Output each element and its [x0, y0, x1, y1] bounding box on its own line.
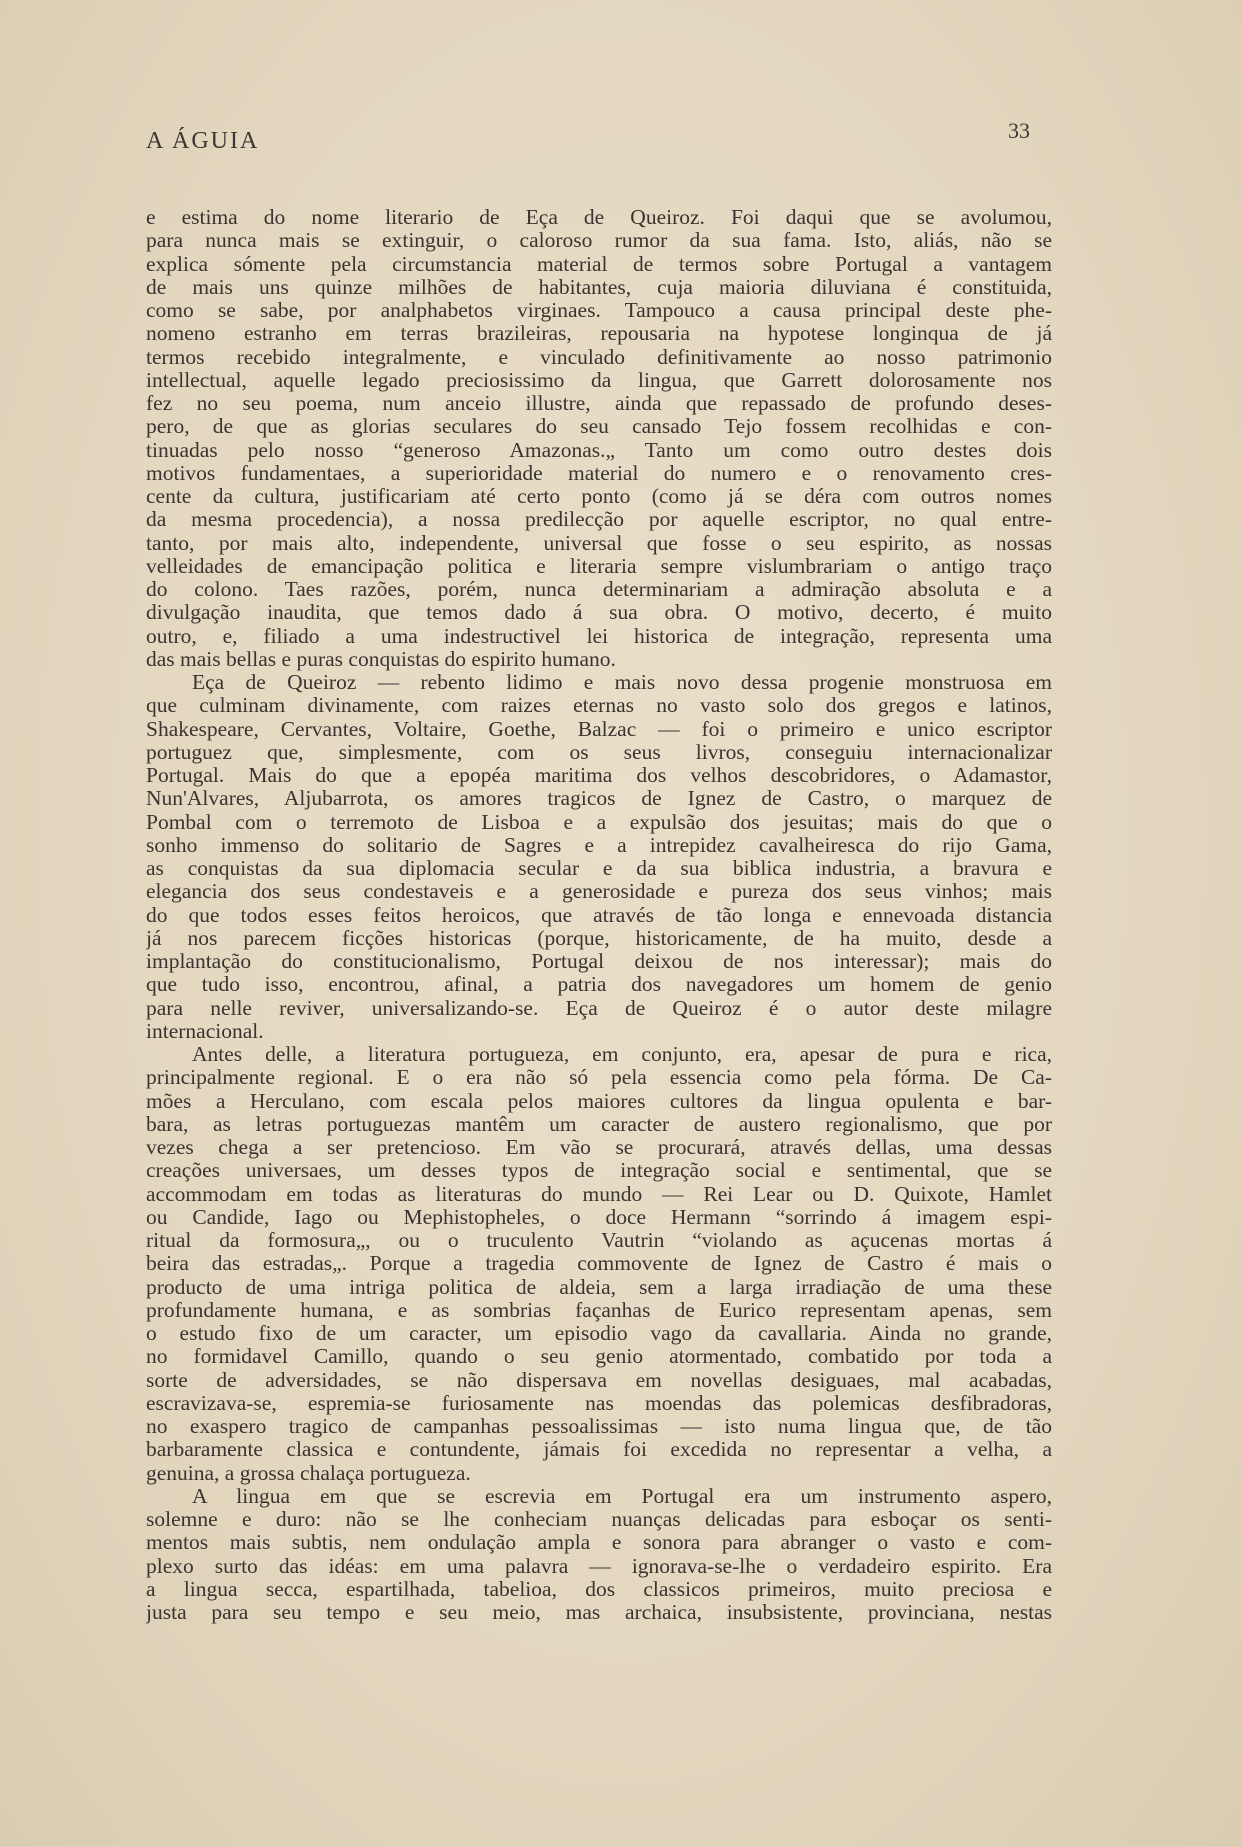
text-line: bara, as letras portuguezas mantêm um caracter de austero regionalismo, que por — [146, 1112, 1052, 1136]
text-line: mões a Herculano, com escala pelos maiores cultores da lingua opulenta e bar- — [146, 1089, 1052, 1113]
text-line: e estima do nome literario de Eça de Queiroz. Foi daqui que se avolumou, — [146, 206, 1052, 229]
text-line: profundamente humana, e as sombrias façanhas de Eurico representam apenas, sem — [146, 1298, 1052, 1322]
text-line: sorte de adversidades, se não dispersava em novellas desiguaes, mal acabadas, — [146, 1368, 1052, 1392]
text-line: justa para seu tempo e seu meio, mas archaica, insubsistente, provinciana, nestas — [146, 1601, 1052, 1624]
text-line: implantação do constitucionalismo, Portugal deixou de nos interessar); mais do — [146, 950, 1052, 973]
text-line: como se sabe, por analphabetos virginaes. Tampouco a causa principal deste phe- — [146, 299, 1052, 322]
text-line: portuguez que, simplesmente, com os seus livros, conseguiu internacionalizar — [146, 740, 1052, 764]
text-line: o estudo fixo de um caracter, um episodio vago da cavallaria. Ainda no grande, — [146, 1322, 1052, 1345]
text-line: Portugal. Mais do que a epopéa maritima dos velhos descobridores, o Adamastor, — [146, 764, 1052, 787]
text-line: no exaspero tragico de campanhas pessoalissimas — isto numa lingua que, de tão — [146, 1415, 1052, 1438]
text-line: divulgação inaudita, que temos dado á sua obra. O motivo, decerto, é muito — [146, 601, 1052, 625]
text-line: accommodam em todas as literaturas do mundo — Rei Lear ou D. Quixote, Hamlet — [146, 1182, 1052, 1206]
text-line: Pombal com o terremoto de Lisboa e a expulsão dos jesuitas; mais do que o — [146, 810, 1052, 834]
text-line: da mesma procedencia), a nossa predilecção por aquelle escriptor, no qual entre- — [146, 508, 1052, 532]
text-line: do que todos esses feitos heroicos, que através de tão longa e ennevoada distancia — [146, 903, 1052, 927]
text-line: genuina, a grossa chalaça portugueza. — [146, 1461, 471, 1485]
text-line: velleidades de emancipação politica e literaria sempre vislumbrariam o antigo traço — [146, 554, 1052, 578]
text-line: elegancia dos seus condestaveis e a generosidade e pureza dos seus vinhos; mais — [146, 880, 1052, 904]
text-line: sonho immenso do solitario de Sagres e a intrepidez cavalheiresca do rijo Gama, — [146, 833, 1052, 857]
text-line: do colono. Taes razões, porém, nunca determinariam a admiração absoluta e a — [146, 578, 1052, 601]
text-line: beira das estradas„. Porque a tragedia commovente de Ignez de Castro é mais o — [146, 1252, 1052, 1276]
text-line: solemne e duro: não se lhe conheciam nuanças delicadas para esboçar os senti- — [146, 1508, 1052, 1531]
text-line: internacional. — [146, 1019, 264, 1043]
text-line: termos recebido integralmente, e vinculado definitivamente ao nosso patrimonio — [146, 345, 1052, 369]
text-line: explica sómente pela circumstancia material de termos sobre Portugal a vantagem — [146, 252, 1052, 276]
text-line: Nun'Alvares, Aljubarrota, os amores tragicos de Ignez de Castro, o marquez de — [146, 787, 1052, 811]
text-line: principalmente regional. E o era não só pela essencia como pela fórma. De Ca- — [146, 1066, 1052, 1090]
text-line: Antes delle, a literatura portugueza, em conjunto, era, apesar de pura e rica, — [192, 1043, 1052, 1066]
text-line: cente da cultura, justificariam até certo ponto (como já se déra com outros nomes — [146, 485, 1052, 508]
text-line: Shakespeare, Cervantes, Voltaire, Goethe, Balzac — foi o primeiro e unico escriptor — [146, 717, 1052, 741]
text-line: outro, e, filiado a uma indestructivel lei historica de integração, representa uma — [146, 624, 1052, 648]
text-line: nomeno estranho em terras brazileiras, repousaria na hypotese longinqua de já — [146, 322, 1052, 346]
text-line: mentos mais subtis, nem ondulação ampla e sonora para abranger o vasto e com- — [146, 1531, 1052, 1555]
text-line: fez no seu poema, num anceio illustre, ainda que repassado de profundo deses- — [146, 392, 1052, 415]
text-line: de mais uns quinze milhões de habitantes, cuja maioria diluviana é constituida, — [146, 275, 1052, 299]
text-line: intellectual, aquelle legado preciosissimo da lingua, que Garrett dolorosamente nos — [146, 368, 1052, 392]
running-head: A ÁGUIA — [146, 128, 260, 154]
text-line: ou Candide, Iago ou Mephistopheles, o doce Hermann “sorrindo á imagem espi- — [146, 1205, 1052, 1229]
text-line: motivos fundamentaes, a superioridade material do numero e o renovamento cres- — [146, 461, 1052, 485]
text-line: a lingua secca, espartilhada, tabelioa, dos classicos primeiros, muito preciosa e — [146, 1577, 1052, 1601]
text-line: para nunca mais se extinguir, o caloroso rumor da sua fama. Isto, aliás, não se — [146, 229, 1052, 253]
text-line: pero, de que as glorias seculares do seu cansado Tejo fossem recolhidas e con- — [146, 415, 1052, 439]
text-line: que culminam divinamente, com raizes eternas no vasto solo dos gregos e latinos, — [146, 694, 1052, 718]
text-line: producto de uma intriga politica de aldeia, sem a larga irradiação de uma these — [146, 1275, 1052, 1299]
text-line: A lingua em que se escrevia em Portugal era um instrumento aspero, — [192, 1484, 1052, 1508]
text-line: tinuadas pelo nosso “generoso Amazonas.„ Tanto um como outro destes dois — [146, 438, 1052, 462]
body-text — [146, 206, 1052, 1624]
text-line: creações universaes, um desses typos de integração social e sentimental, que se — [146, 1159, 1052, 1183]
page-number: 33 — [1008, 118, 1030, 143]
text-line: Eça de Queiroz — rebento lidimo e mais novo dessa progenie monstruosa em — [192, 671, 1052, 694]
text-line: plexo surto das idéas: em uma palavra — ignorava-se-lhe o verdadeiro espirito. Era — [146, 1554, 1052, 1578]
text-line: barbaramente classica e contundente, jámais foi excedida no representar a velha, a — [146, 1438, 1052, 1462]
text-line: para nelle reviver, universalizando-se. Eça de Queiroz é o autor deste milagre — [146, 996, 1052, 1020]
text-line: escravizava-se, espremia-se furiosamente nas moendas das polemicas desfibradoras, — [146, 1391, 1052, 1415]
text-line: que tudo isso, encontrou, afinal, a patria dos navegadores um homem de genio — [146, 973, 1052, 997]
text-line: já nos parecem ficções historicas (porque, historicamente, de ha muito, desde a — [146, 926, 1052, 950]
text-line: das mais bellas e puras conquistas do espirito humano. — [146, 647, 616, 671]
text-line: as conquistas da sua diplomacia secular e da sua biblica industria, a bravura e — [146, 857, 1052, 880]
text-line: tanto, por mais alto, independente, universal que fosse o seu espirito, as nossas — [146, 531, 1052, 555]
text-line: no formidavel Camillo, quando o seu genio atormentado, combatido por toda a — [146, 1345, 1052, 1369]
text-line: vezes chega a ser pretencioso. Em vão se procurará, através dellas, uma dessas — [146, 1136, 1052, 1159]
text-line: ritual da formosura„, ou o truculento Vautrin “violando as açucenas mortas á — [146, 1229, 1052, 1252]
